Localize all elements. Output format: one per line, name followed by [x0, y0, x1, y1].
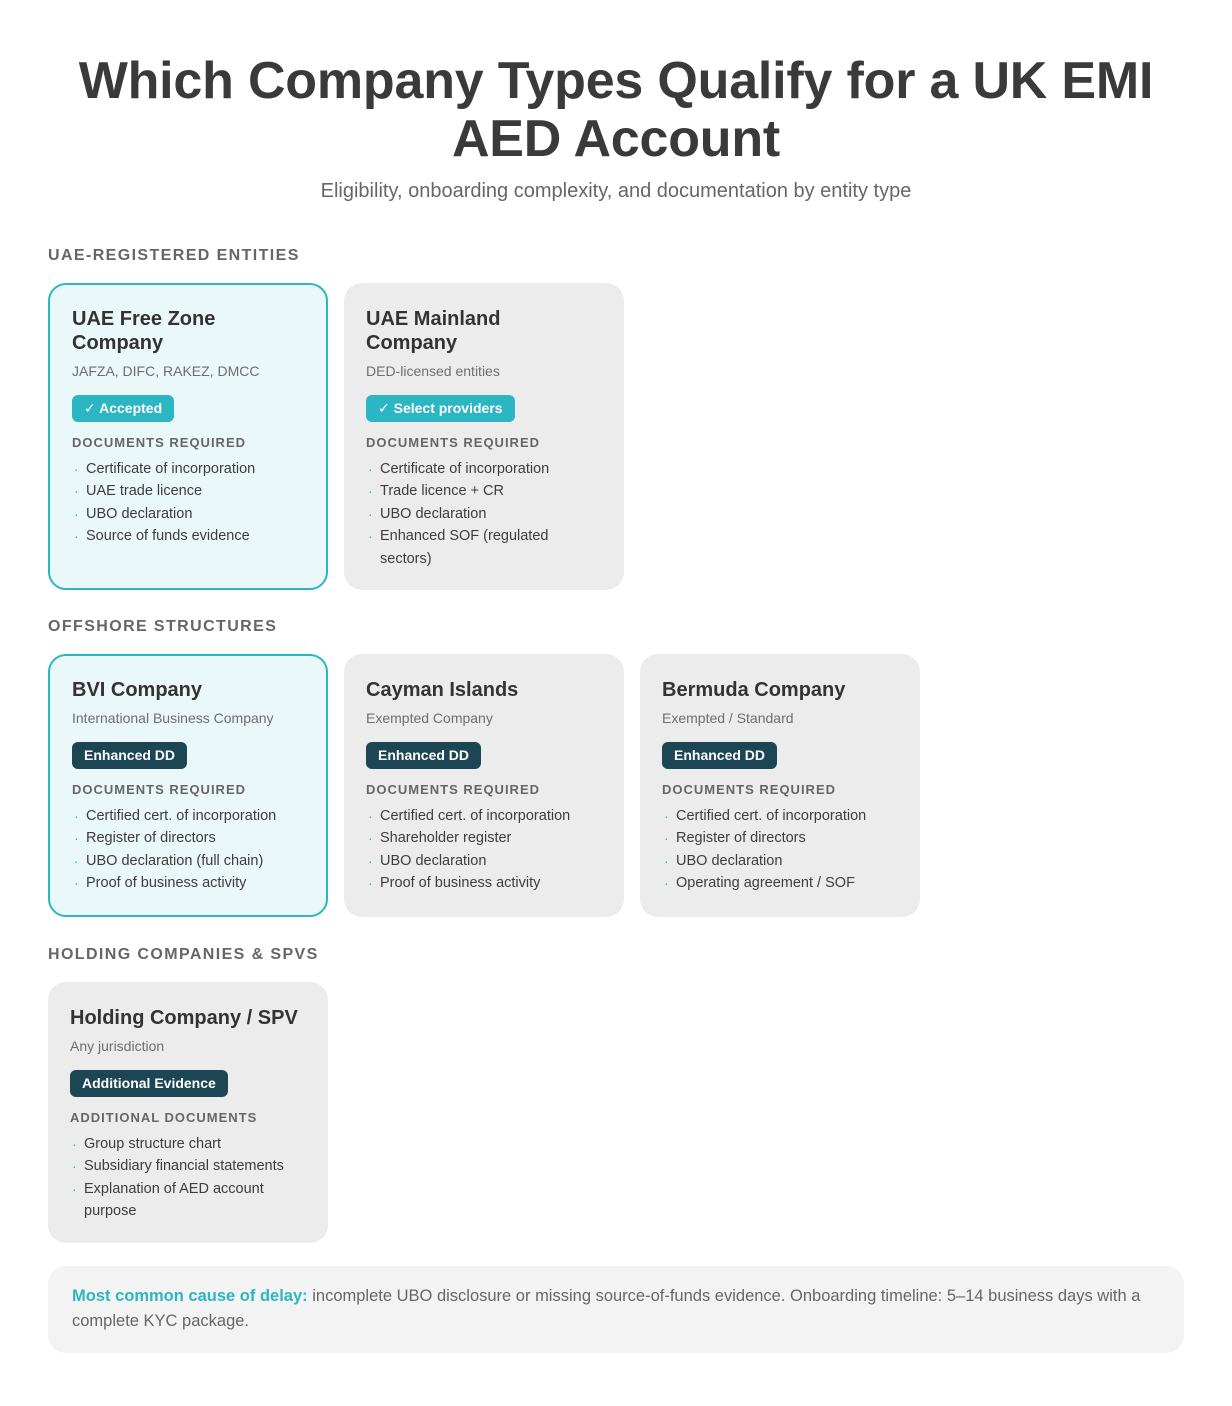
section-cards-holding: [48, 982, 328, 1243]
status-badge: ✓ Select providers: [366, 395, 515, 422]
note-text: incomplete UBO disclosure or missing source-of-funds evidence. Onboarding timeline: 5–14 business days with a complete KYC package.: [72, 1287, 1141, 1330]
list-item: · Subsidiary financial statements: [70, 1155, 306, 1177]
card-title: Cayman Islands: [366, 679, 519, 701]
bullet-icon: ·: [74, 830, 79, 847]
bullet-icon: ·: [72, 1180, 77, 1197]
status-badge: Additional Evidence: [70, 1070, 228, 1097]
card-uae-free-zone: [48, 283, 328, 590]
docs-list: [72, 458, 306, 548]
bullet-icon: ·: [368, 528, 373, 545]
list-item: · Certificate of incorporation: [366, 458, 602, 480]
card-title: UAE Free Zone Company: [72, 308, 216, 354]
card-title: BVI Company: [72, 679, 203, 701]
list-item: · Certificate of incorporation: [72, 458, 306, 480]
bullet-icon: ·: [368, 505, 373, 522]
bullet-icon: ·: [368, 461, 373, 477]
docs-list: [70, 1133, 306, 1223]
section-label-holding: HOLDING COMPANIES & SPVS: [48, 946, 319, 963]
docs-label: ADDITIONAL DOCUMENTS: [70, 1110, 258, 1125]
status-badge: ✓ Accepted: [72, 395, 174, 422]
list-item: · Source of funds evidence: [72, 525, 306, 547]
list-item: · UBO declaration: [366, 503, 602, 525]
bullet-icon: ·: [74, 483, 79, 500]
bullet-icon: ·: [368, 830, 373, 847]
bullet-icon: ·: [368, 875, 373, 892]
bullet-icon: ·: [74, 505, 79, 522]
status-badge: Enhanced DD: [72, 742, 187, 769]
note-lead: Most common cause of delay:: [72, 1287, 308, 1305]
card-holding-spv: [48, 982, 328, 1243]
list-item: · UAE trade licence: [72, 480, 306, 502]
bullet-icon: ·: [664, 830, 669, 847]
bullet-icon: ·: [664, 808, 669, 824]
status-badge: Enhanced DD: [662, 742, 777, 769]
list-item: · Register of directors: [72, 827, 306, 849]
docs-label: DOCUMENTS REQUIRED: [72, 782, 247, 797]
section-cards-uae: [48, 283, 624, 590]
list-item: · Explanation of AED account purpose: [70, 1178, 306, 1223]
bullet-icon: ·: [74, 852, 79, 869]
list-item: · UBO declaration (full chain): [72, 850, 306, 872]
list-item: · Proof of business activity: [366, 872, 602, 894]
list-item: · Trade licence + CR: [366, 480, 602, 502]
delay-note: [48, 1266, 1184, 1353]
card-bvi: [48, 654, 328, 917]
card-title: UAE Mainland Company: [366, 308, 501, 354]
docs-label: DOCUMENTS REQUIRED: [72, 435, 247, 450]
card-subtitle: Exempted / Standard: [662, 710, 794, 726]
bullet-icon: ·: [74, 528, 79, 545]
bullet-icon: ·: [72, 1158, 77, 1175]
list-item: · UBO declaration: [366, 850, 602, 872]
list-item: · Shareholder register: [366, 827, 602, 849]
card-subtitle: DED-licensed entities: [366, 363, 500, 379]
docs-label: DOCUMENTS REQUIRED: [662, 782, 837, 797]
bullet-icon: ·: [664, 852, 669, 869]
page-subtitle: Eligibility, onboarding complexity, and documentation by entity type: [320, 180, 912, 202]
docs-list: [72, 805, 306, 895]
docs-list: [662, 805, 898, 895]
list-item: · UBO declaration: [662, 850, 898, 872]
list-item: · Certified cert. of incorporation: [366, 805, 602, 827]
list-item: · UBO declaration: [72, 503, 306, 525]
list-item: · Register of directors: [662, 827, 898, 849]
bullet-icon: ·: [74, 808, 79, 824]
docs-label: DOCUMENTS REQUIRED: [366, 435, 541, 450]
page-title: Which Company Types Qualify for a UK EMI AED Account: [78, 52, 1154, 168]
section-cards-offshore: [48, 654, 920, 917]
list-item: · Proof of business activity: [72, 872, 306, 894]
card-subtitle: Exempted Company: [366, 710, 493, 726]
list-item: · Certified cert. of incorporation: [72, 805, 306, 827]
list-item: · Group structure chart: [70, 1133, 306, 1155]
bullet-icon: ·: [368, 483, 373, 500]
card-title: Holding Company / SPV: [70, 1007, 298, 1029]
docs-label: DOCUMENTS REQUIRED: [366, 782, 541, 797]
list-item: · Certified cert. of incorporation: [662, 805, 898, 827]
list-item: · Operating agreement / SOF: [662, 872, 898, 894]
card-cayman: [344, 654, 624, 917]
section-label-uae: UAE-REGISTERED ENTITIES: [48, 247, 300, 264]
bullet-icon: ·: [72, 1136, 77, 1152]
bullet-icon: ·: [664, 875, 669, 892]
bullet-icon: ·: [74, 875, 79, 892]
card-title: Bermuda Company: [662, 679, 846, 701]
section-label-offshore: OFFSHORE STRUCTURES: [48, 618, 278, 635]
docs-list: [366, 805, 602, 895]
list-item: · Enhanced SOF (regulated sectors): [366, 525, 602, 570]
card-subtitle: Any jurisdiction: [70, 1038, 165, 1054]
card-uae-mainland: [344, 283, 624, 590]
card-subtitle: International Business Company: [72, 710, 274, 726]
card-bermuda: [640, 654, 920, 917]
status-badge: Enhanced DD: [366, 742, 481, 769]
bullet-icon: ·: [74, 461, 79, 477]
bullet-icon: ·: [368, 852, 373, 869]
bullet-icon: ·: [368, 808, 373, 824]
docs-list: [366, 458, 602, 570]
card-subtitle: JAFZA, DIFC, RAKEZ, DMCC: [72, 363, 260, 379]
